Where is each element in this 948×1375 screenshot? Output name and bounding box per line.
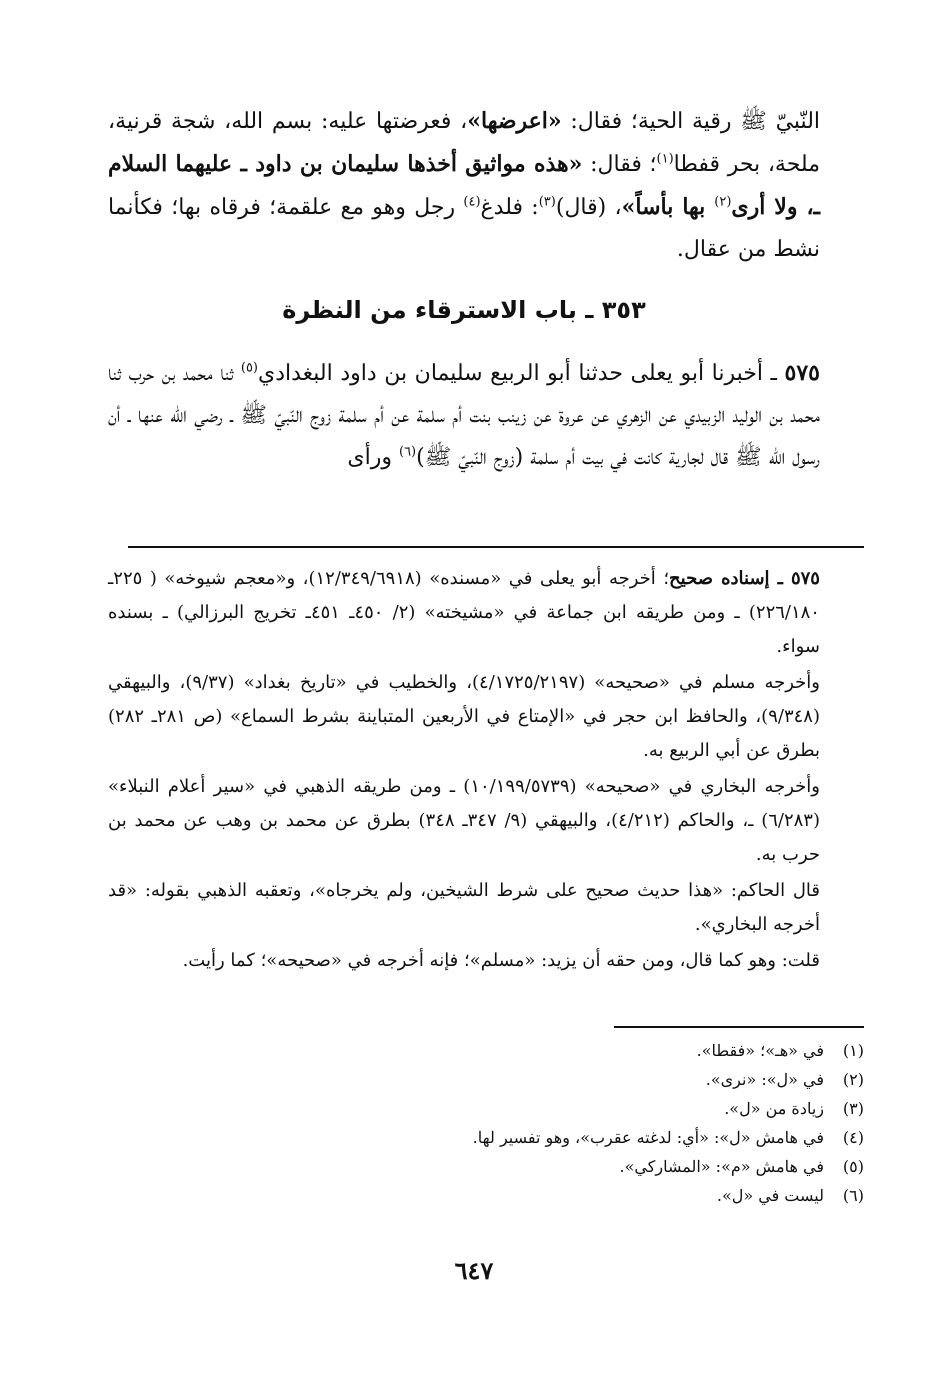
footnote-number: (٢) (842, 1070, 864, 1089)
footnote-text: في «هـ»؛ «فقطا». (696, 1041, 824, 1060)
intro-text (108, 100, 820, 271)
footnote-item (264, 1036, 864, 1065)
note-bold: ـ إسناده صحيح (669, 568, 791, 589)
footnote-item (264, 1152, 864, 1181)
footnote-text: زيادة من «ل». (724, 1099, 824, 1118)
takhrij-notes (108, 562, 820, 980)
note-paragraph: وأخرجه مسلم في «صحيحه» (٤/١٧٢٥/٢١٩٧)، والخطيب في «تاريخ بغداد» (٩/٣٧)، والبيهقي (٩/٣٤٨)، والحافظ ابن حجر في «الإمتاع في الأربعين المتباينة بشرط السماع» (ص ٢٨١ـ ٢٨٢) بطرق عن أبي الربيع به. (108, 672, 820, 761)
note-paragraph: قلت: وهو كما قال، ومن حقه أن يزيد: «مسلم»؛ فإنه أخرجه في «صحيحه»؛ كما رأيت. (182, 950, 820, 971)
hadith-paragraph (108, 352, 820, 479)
intro-segment: ؛ فقال: (582, 152, 657, 177)
footnote-ref[interactable]: (٦) (398, 444, 417, 460)
hadith-segment: ـ أخبرنا أبو يعلى حدثنا أبو الربيع سليمان بن داود البغدادي (258, 361, 785, 386)
note-paragraph: وأخرجه البخاري في «صحيحه» (١٠/١٩٩/٥٧٣٩) ـ ومن طريقه الذهبي في «سير أعلام النبلاء» (٦/٢٨٣) ـ، والحاكم (٤/٢١٢)، والبيهقي (٩/ ٣٤٧ـ ٣٤٨) بطرق عن محمد بن وهب عن محمد بن حرب به. (108, 776, 821, 865)
intro-segment: النّبيّ ﷺ رقية الحية؛ فقال: (561, 109, 821, 134)
footnote-ref[interactable]: (٤) (463, 194, 481, 210)
footnote-ref[interactable]: (٢) (714, 194, 732, 210)
footnote-text: في هامش «ل»: «أي: لدغته عقرب»، وهو تفسير لها. (472, 1128, 824, 1147)
note-number: ٥٧٥ (790, 568, 820, 589)
footnote-item (264, 1094, 864, 1123)
footnote-number: (٣) (842, 1099, 864, 1118)
note-paragraph: قال الحاكم: «هذا حديث صحيح على شرط الشيخين، ولم يخرجاه»، وتعقبه الذهبي بقوله: «قد أخرجه البخاري». (108, 880, 820, 935)
chapter-heading: ٣٥٣ ـ باب الاسترقاء من النظرة (282, 296, 646, 324)
footnote-number: (١) (842, 1041, 864, 1060)
hadith-text (108, 352, 820, 479)
page-number: ٦٤٧ (454, 1256, 494, 1285)
intro-bold-segment: بها بأساً» (621, 194, 715, 220)
section-divider (128, 546, 864, 548)
footnote-ref[interactable]: (٥) (240, 360, 258, 376)
intro-segment: رجل وهو مع علقمة؛ فرقاه بها؛ فكأنما نشط من عقال. (108, 195, 820, 262)
footnote-divider (614, 1026, 864, 1028)
footnote-number: (٥) (842, 1157, 864, 1176)
footnote-item (264, 1123, 864, 1152)
footnote-item (264, 1181, 864, 1210)
footnote-item (264, 1065, 864, 1094)
footnote-number: (٦) (842, 1186, 864, 1205)
footnote-number: (٤) (842, 1128, 864, 1147)
hadith-segment: ورأى (347, 445, 399, 470)
footnotes-list (264, 1036, 864, 1210)
hadith-segment: ثنا محمد بن حرب ثنا محمد بن الوليد الزبيدي عن الزهري عن عروة عن زينب بنت أم سلمة عن أم سلمة زوج النّبيّ ﷺ ـ رضي الله عنها ـ أن رسول الله ﷺ قال لجارية كانت في بيت أم سلمة (زوج النّبيّ ﷺ) (108, 361, 820, 470)
footnote-ref[interactable]: (١) (656, 151, 674, 167)
intro-bold-segment: «هذه مواثيق أخذها سليمان بن داود ـ عليهما السلام ـ، ولا أرى (108, 151, 820, 220)
intro-segment: ، (قال) (555, 195, 622, 220)
intro-segment: ، فعرضتها عليه: بسم الله، شجة قرنية، ملحة، بحر قفطا (108, 109, 820, 177)
note-segment: ؛ أخرجه أبو يعلى في «مسنده» (١٢/٣٤٩/٦٩١٨)، و«معجم شيوخه» ( ٢٢٥ـ ٢٢٦/١٨٠) ـ ومن طريقه ابن جماعة في «مشيخته» (٢/ ٤٥٠ـ ٤٥١ـ تخريج البرزالي) ـ بسنده سواء. (108, 568, 820, 657)
intro-paragraph (108, 100, 820, 271)
hadith-number: ٥٧٥ (784, 360, 820, 386)
footnote-ref[interactable]: (٣) (538, 194, 556, 210)
footnote-text: في هامش «م»: «المشاركي». (619, 1157, 824, 1176)
note-paragraph (108, 562, 820, 664)
footnote-text: ليست في «ل». (716, 1186, 824, 1205)
footnote-text: في «ل»: «نرى». (705, 1070, 824, 1089)
intro-bold-segment: «اعرضها» (467, 108, 562, 134)
intro-segment: : فلدغ (480, 195, 539, 220)
